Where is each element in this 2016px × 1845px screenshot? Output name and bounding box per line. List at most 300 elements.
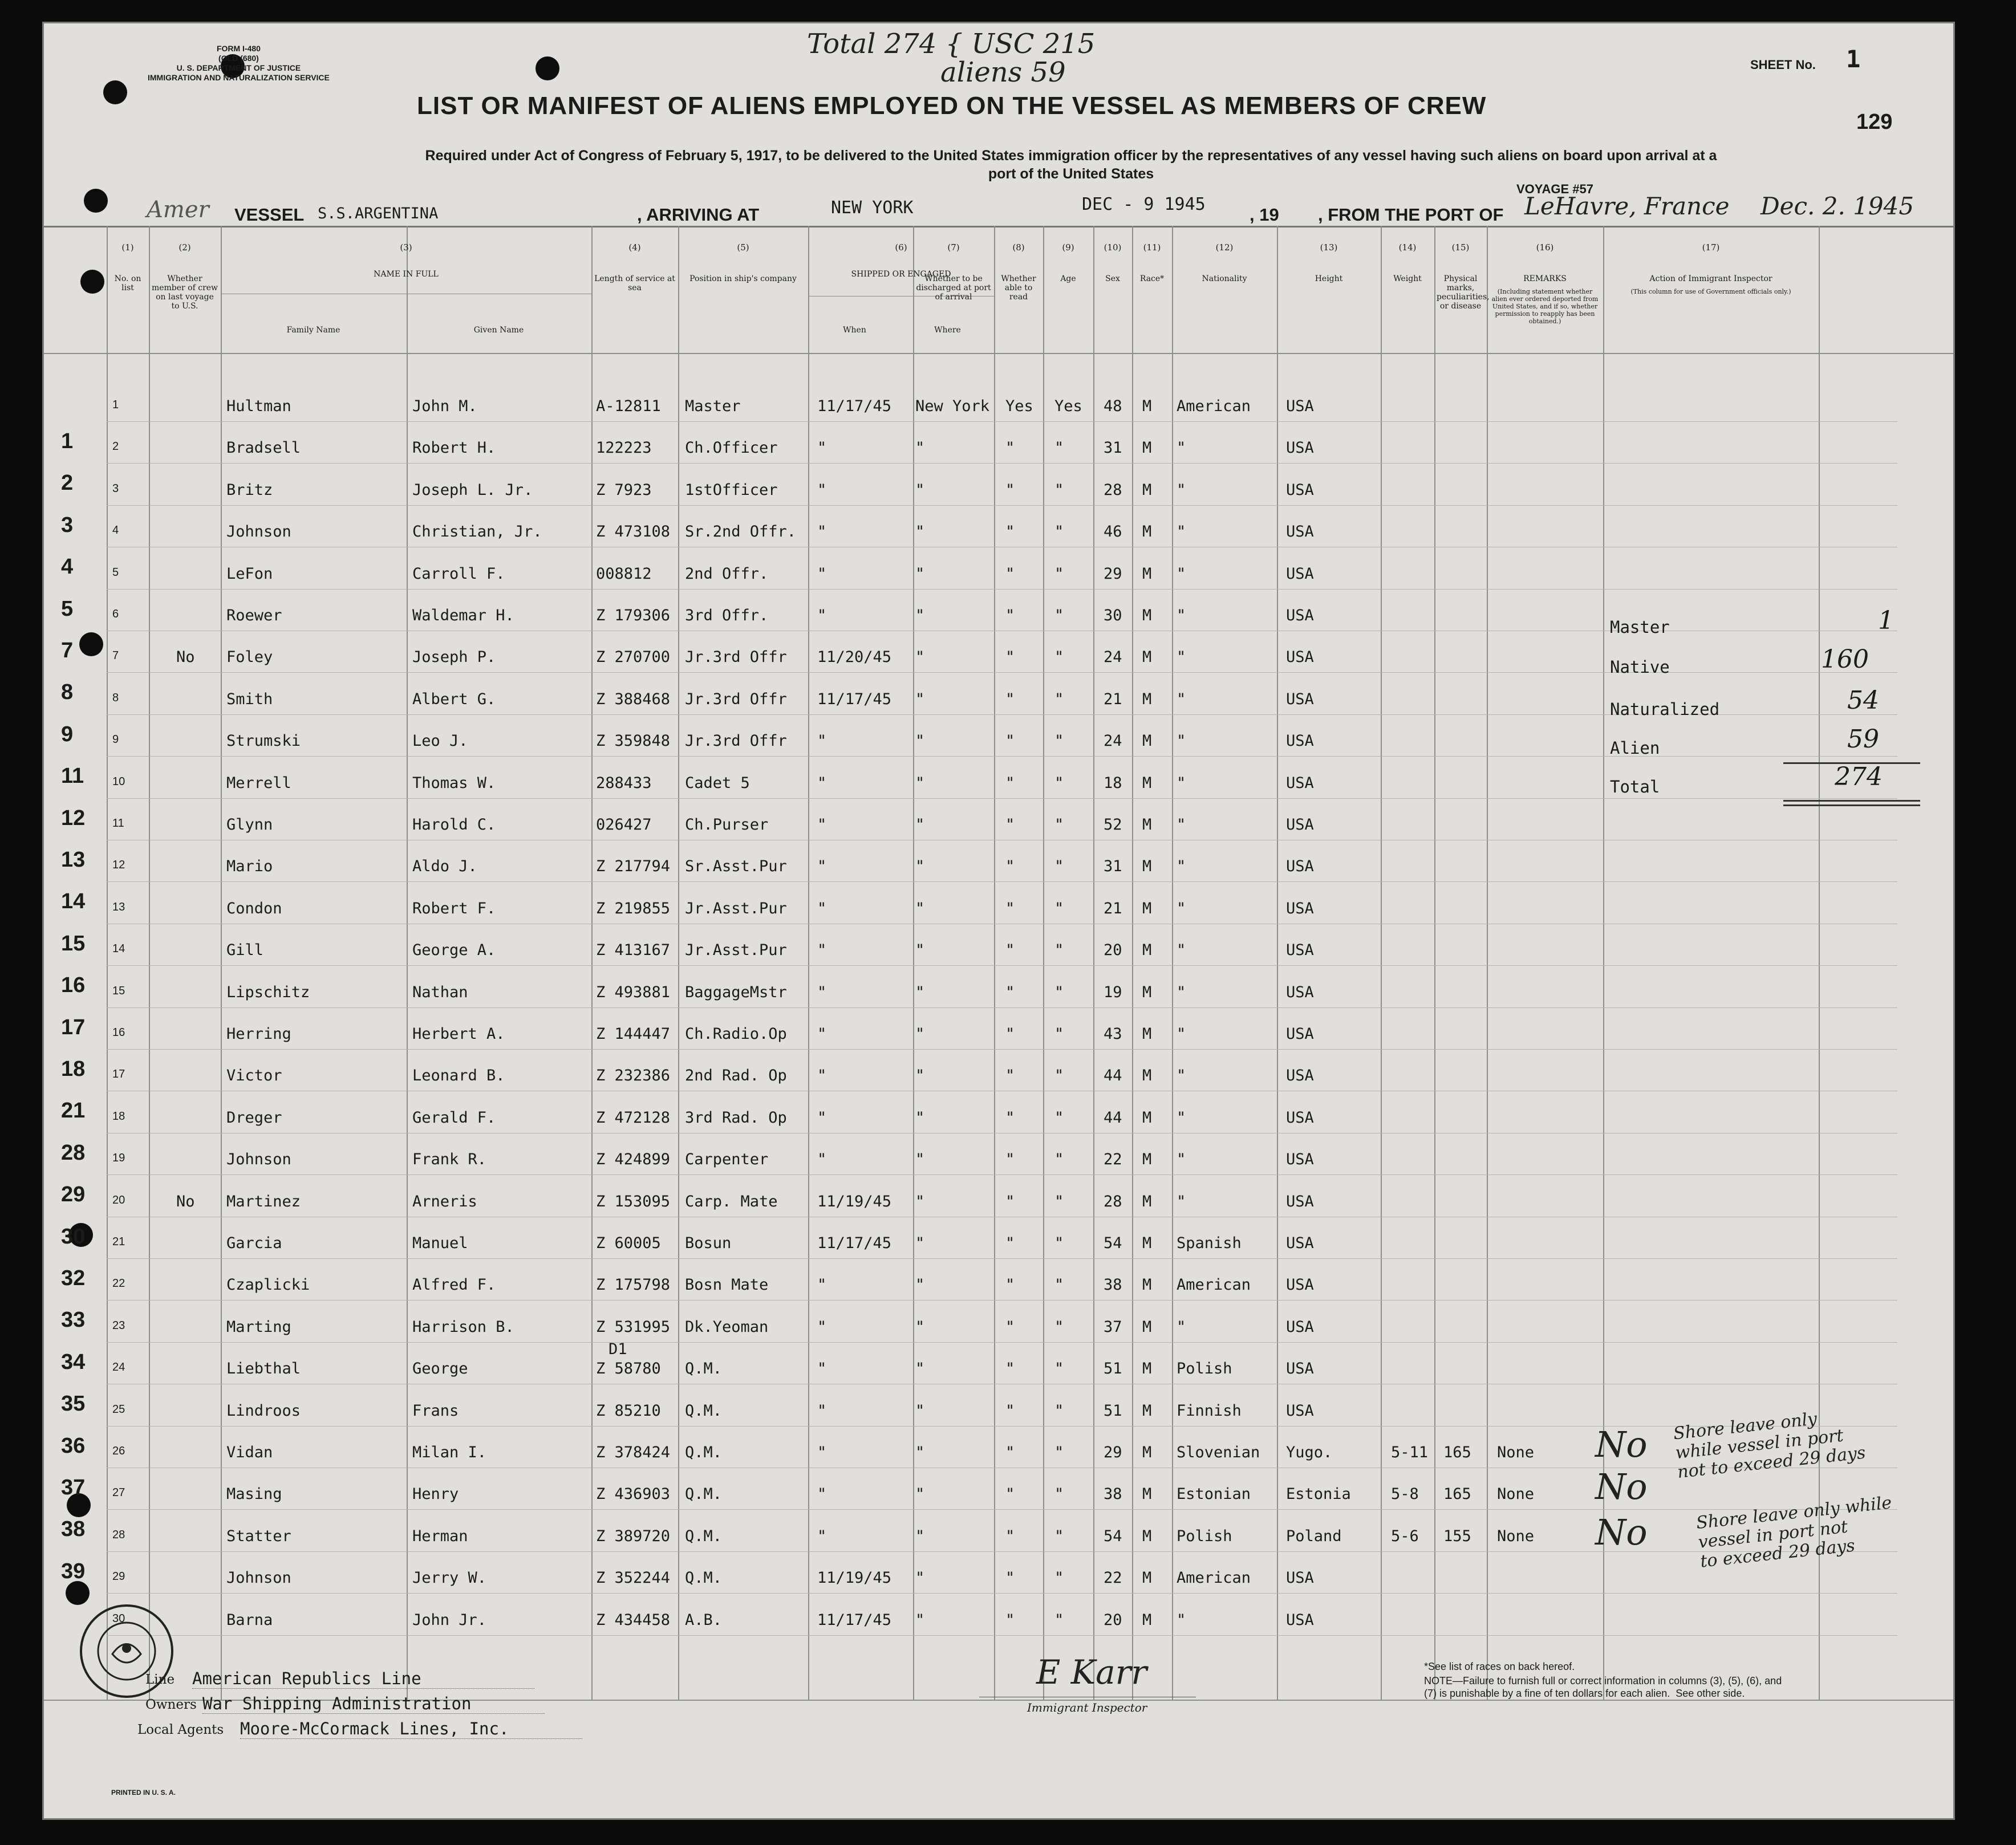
cell-read: " (1054, 1108, 1064, 1127)
cell-sex: M (1142, 1485, 1152, 1503)
cell-discharged: " (1005, 941, 1015, 960)
cell-read: " (1054, 1276, 1064, 1294)
cell-sex: M (1142, 648, 1152, 667)
cell-position: Jr.Asst.Pur (685, 941, 787, 960)
cell-age: 38 (1104, 1276, 1122, 1294)
margin-number: 21 (61, 1099, 86, 1123)
cell-where: " (915, 816, 925, 834)
tally-naturalized-value: 54 (1847, 686, 1879, 715)
cell-age: 20 (1104, 941, 1122, 960)
column-number: (4) (628, 242, 641, 253)
cell-discharged: " (1005, 564, 1015, 583)
table-row (44, 972, 1953, 1012)
column-number: (14) (1398, 242, 1417, 253)
manifest-sheet (42, 22, 1955, 1820)
column-subheader: Family Name (286, 326, 340, 335)
cell-service: 008812 (596, 564, 652, 583)
table-row (44, 554, 1953, 594)
cell-nationality: Yugo. (1286, 1444, 1333, 1461)
table-row (44, 1307, 1953, 1347)
tally-naturalized-label: Naturalized (1610, 700, 1720, 719)
cell-when: 11/17/45 (817, 1611, 892, 1629)
cell-given: Frans (412, 1401, 459, 1420)
table-row (44, 846, 1953, 886)
cell-where: " (915, 1318, 925, 1336)
cell-no: 12 (112, 859, 125, 872)
column-number: (9) (1062, 242, 1074, 253)
cell-nationality: USA (1286, 439, 1314, 457)
departure-date-handwritten: Dec. 2. 1945 (1761, 192, 1914, 220)
cell-discharged: " (1005, 732, 1015, 750)
cell-nationality: USA (1286, 816, 1314, 834)
table-row (44, 1600, 1953, 1640)
cell-age: 24 (1104, 732, 1122, 750)
table-row (44, 1391, 1953, 1431)
punch-hole (536, 56, 559, 80)
cell-read: " (1054, 1401, 1064, 1420)
table-row (44, 511, 1953, 551)
cell-where: " (915, 1276, 925, 1294)
no-mark-26: No (1595, 1424, 1648, 1465)
cell-where: " (915, 774, 925, 792)
cell-read: " (1054, 1192, 1064, 1210)
cell-when: " (817, 439, 827, 457)
table-row (44, 1340, 1953, 1388)
table-row (44, 1098, 1953, 1137)
cell-age: 18 (1104, 774, 1122, 792)
column-number: (12) (1215, 242, 1234, 253)
cell-position: Q.M. (685, 1360, 723, 1378)
cell-sex: M (1142, 1234, 1152, 1252)
column-number: (5) (737, 242, 749, 253)
cell-service: Z 219855 (596, 899, 671, 917)
cell-read: " (1054, 439, 1064, 457)
cell-family: Merrell (226, 774, 291, 792)
cell-no: 11 (112, 817, 124, 830)
cell-sex: M (1142, 1276, 1152, 1294)
cell-discharged: " (1005, 1527, 1015, 1545)
cell-given: Manuel (412, 1234, 468, 1252)
owners-label: Owners (145, 1697, 197, 1712)
margin-number: 35 (61, 1392, 86, 1416)
cell-given: John Jr. (412, 1611, 487, 1629)
table-row (44, 1055, 1953, 1095)
cell-no: 19 (112, 1152, 125, 1165)
cell-family: Johnson (226, 1151, 291, 1169)
table-row (44, 428, 1953, 468)
no-mark-28: No (1595, 1511, 1648, 1553)
cell-race: " (1177, 732, 1186, 750)
margin-number: 18 (61, 1057, 86, 1081)
cell-weight: 155 (1443, 1527, 1471, 1545)
cell-given: Henry (412, 1485, 459, 1503)
cell-family: LeFon (226, 564, 273, 583)
cell-family: Strumski (226, 732, 301, 750)
cell-discharged: " (1005, 690, 1015, 708)
cell-when: " (817, 1527, 827, 1545)
cell-no: 9 (112, 733, 119, 746)
cell-where: " (915, 1151, 925, 1169)
tally-alien-value: 59 (1847, 725, 1879, 754)
cell-race: Spanish (1177, 1234, 1242, 1252)
cell-where: " (915, 1485, 925, 1503)
cell-race: " (1177, 564, 1186, 583)
column-header-note: (This column for use of Government officials only.) (1630, 288, 1791, 295)
cell-prev: No (176, 648, 195, 667)
cell-nationality: USA (1286, 1401, 1314, 1420)
column-header: Whether to be discharged at port of arrival (916, 274, 991, 302)
margin-number: 9 (61, 722, 74, 746)
cell-age: 43 (1104, 1025, 1122, 1043)
cell-when: " (817, 1108, 827, 1127)
cell-race: " (1177, 774, 1186, 792)
cell-family: Statter (226, 1527, 291, 1545)
cell-no: 13 (112, 900, 125, 913)
cell-given: Christian, Jr. (412, 523, 542, 541)
cell-where: " (915, 983, 925, 1001)
cell-given: Thomas W. (412, 774, 496, 792)
cell-read: " (1054, 1444, 1064, 1461)
cell-service: Z 424899 (596, 1151, 671, 1169)
cell-age: 48 (1104, 397, 1122, 415)
cell-race: Estonian (1177, 1485, 1251, 1503)
cell-age: 29 (1104, 564, 1122, 583)
cell-service: 288433 (596, 774, 652, 792)
cell-race: " (1177, 1611, 1186, 1629)
cell-where: " (915, 439, 925, 457)
cell-when: " (817, 1444, 827, 1461)
column-subheader: Given Name (473, 326, 524, 335)
margin-number: 14 (61, 889, 86, 914)
cell-where: " (915, 1611, 925, 1629)
cell-sex: M (1142, 732, 1152, 750)
cell-family: Lipschitz (226, 983, 310, 1001)
cell-when: 11/19/45 (817, 1569, 892, 1587)
cell-race: " (1177, 1108, 1186, 1127)
cell-service: Z 85210 (596, 1401, 661, 1420)
cell-given: Robert F. (412, 899, 496, 917)
cell-sex: M (1142, 564, 1152, 583)
cell-when: " (817, 816, 827, 834)
cell-position: Sr.2nd Offr. (685, 523, 797, 541)
cell-family: Mario (226, 858, 273, 876)
cell-service: Z 217794 (596, 858, 671, 876)
cell-service: Z 473108 (596, 523, 671, 541)
tally-master-value: 1 (1878, 606, 1894, 635)
cell-height: 5-8 (1391, 1485, 1419, 1503)
cell-position: Carp. Mate (685, 1192, 778, 1210)
cell-family: Glynn (226, 816, 273, 834)
cell-marks: None (1497, 1527, 1535, 1545)
form-service: IMMIGRATION AND NATURALIZATION SERVICE (148, 73, 330, 82)
from-port-label: , FROM THE PORT OF (1318, 205, 1504, 225)
cell-age: 21 (1104, 690, 1122, 708)
cell-no: 24 (112, 1361, 125, 1374)
cell-service: Z 436903 (596, 1485, 671, 1503)
cell-discharged: " (1005, 1569, 1015, 1587)
cell-race: Polish (1177, 1527, 1232, 1545)
cell-family: Martinez (226, 1192, 301, 1210)
cell-read: " (1054, 648, 1064, 667)
cell-age: 31 (1104, 858, 1122, 876)
cell-read: " (1054, 1527, 1064, 1545)
cell-discharged: " (1005, 1234, 1015, 1252)
column-number: (13) (1320, 242, 1338, 253)
cell-marks: None (1497, 1485, 1535, 1503)
cell-when: " (817, 1318, 827, 1336)
subtitle-line-1: Required under Act of Congress of February 5, 1917, to be delivered to the United States immigration officer by the representatives of any vessel having such aliens on board upon arrival at a (425, 148, 1717, 164)
column-number: (10) (1104, 242, 1122, 253)
sheet-label: SHEET No. (1750, 58, 1816, 72)
cell-position: Bosun (685, 1234, 732, 1252)
cell-where: " (915, 1569, 925, 1587)
cell-sex: M (1142, 1527, 1152, 1545)
cell-read: " (1054, 564, 1064, 583)
cell-no: 30 (112, 1612, 125, 1625)
column-number: (11) (1143, 242, 1161, 253)
cell-family: Dreger (226, 1108, 282, 1127)
cell-position: Jr.Asst.Pur (685, 899, 787, 917)
cell-position: Sr.Asst.Pur (685, 858, 787, 876)
cell-discharged: " (1005, 1025, 1015, 1043)
cell-family: Bradsell (226, 439, 301, 457)
cell-discharged: " (1005, 1318, 1015, 1336)
column-number: (15) (1451, 242, 1470, 253)
cell-no: 4 (112, 524, 119, 537)
cell-no: 1 (112, 399, 119, 411)
tally-native-value: 160 (1821, 645, 1869, 674)
cell-where: " (915, 732, 925, 750)
cell-given: Aldo J. (412, 858, 477, 876)
cell-nationality: USA (1286, 983, 1314, 1001)
cell-no: 15 (112, 984, 125, 997)
cell-where: New York (915, 397, 990, 415)
column-header: Race* (1139, 274, 1165, 283)
cell-read: " (1054, 481, 1064, 499)
cell-race: " (1177, 1151, 1186, 1169)
margin-number: 38 (61, 1517, 86, 1542)
cell-given: Gerald F. (412, 1108, 496, 1127)
cell-nationality: Poland (1286, 1527, 1342, 1545)
inspector-signature: E Karr (1036, 1653, 1147, 1692)
cell-given: Nathan (412, 983, 468, 1001)
cell-family: Victor (226, 1067, 282, 1085)
margin-number: 4 (61, 555, 74, 579)
cell-race: " (1177, 481, 1186, 499)
tally-master-label: Master (1610, 617, 1670, 637)
margin-number: 12 (61, 806, 86, 830)
form-meta (148, 44, 330, 83)
cell-race: " (1177, 1025, 1186, 1043)
cell-service: Z 413167 (596, 941, 671, 960)
cell-nationality: USA (1286, 607, 1314, 624)
cell-service: Z 531995 (596, 1318, 671, 1336)
tally-total-value: 274 (1835, 762, 1883, 791)
table-row (44, 470, 1953, 510)
cell-position: Ch.Officer (685, 439, 778, 457)
cell-no: 6 (112, 608, 119, 620)
column-subheader: Where (934, 326, 961, 335)
cell-discharged: " (1005, 1360, 1015, 1378)
cell-no: 26 (112, 1445, 125, 1457)
cell-race: " (1177, 1318, 1186, 1336)
cell-service: Z 388468 (596, 690, 671, 708)
cell-age: 21 (1104, 899, 1122, 917)
column-header: Action of Immigrant Inspector (1649, 274, 1772, 283)
cell-discharged: " (1005, 858, 1015, 876)
cell-family: Johnson (226, 523, 291, 541)
cell-nationality: USA (1286, 1360, 1314, 1378)
cell-family: Condon (226, 899, 282, 917)
column-header: No. on list (114, 274, 141, 292)
cell-no: 28 (112, 1528, 125, 1541)
cell-read: " (1054, 774, 1064, 792)
cell-discharged: " (1005, 1276, 1015, 1294)
table-row (44, 1139, 1953, 1179)
arrival-date: DEC - 9 1945 (1082, 194, 1206, 214)
cell-where: " (915, 481, 925, 499)
cell-age: 31 (1104, 439, 1122, 457)
year-prefix: , 19 (1250, 205, 1279, 225)
cell-discharged: " (1005, 481, 1015, 499)
page-title: LIST OR MANIFEST OF ALIENS EMPLOYED ON THE VESSEL AS MEMBERS OF CREW (417, 92, 1487, 120)
column-header: Length of service at sea (594, 274, 675, 292)
cell-given: Robert H. (412, 439, 496, 457)
cell-position: A.B. (685, 1611, 723, 1629)
cell-sex: M (1142, 439, 1152, 457)
cell-sex: M (1142, 899, 1152, 917)
table-row (44, 1265, 1953, 1304)
from-port-handwritten: LeHavre, France (1524, 192, 1730, 220)
cell-given: George A. (412, 941, 496, 960)
cell-when: " (817, 774, 827, 792)
table-row (44, 386, 1953, 426)
inspector-label: Immigrant Inspector (1027, 1701, 1147, 1714)
cell-race: " (1177, 983, 1186, 1001)
cell-service: Z 389720 (596, 1527, 671, 1545)
cell-age: 28 (1104, 1192, 1122, 1210)
margin-number: 28 (61, 1140, 86, 1165)
handwritten-total-note: Total 274 { USC 215 (807, 28, 1096, 60)
cell-no: 27 (112, 1486, 125, 1499)
cell-read: " (1054, 1234, 1064, 1252)
cell-when: " (817, 983, 827, 1001)
cell-no: 7 (112, 649, 119, 663)
cell-family: Barna (226, 1611, 273, 1629)
cell-position: Dk.Yeoman (685, 1318, 769, 1336)
cell-given: Joseph L. Jr. (412, 481, 533, 499)
cell-given: Waldemar H. (412, 607, 514, 624)
cell-marks: None (1497, 1444, 1535, 1461)
cell-nationality: USA (1286, 1192, 1314, 1210)
form-department: U. S. DEPARTMENT OF JUSTICE (176, 63, 301, 72)
cell-age: 38 (1104, 1485, 1122, 1503)
cell-given: John M. (412, 397, 477, 415)
tally-alien-label: Alien (1610, 738, 1660, 758)
cell-read: " (1054, 941, 1064, 960)
cell-position: Bosn Mate (685, 1276, 769, 1294)
column-header: Sex (1105, 274, 1120, 283)
column-header: NAME IN FULL (374, 270, 439, 279)
margin-number: 29 (61, 1182, 86, 1207)
cell-discharged: " (1005, 816, 1015, 834)
cell-family: Foley (226, 648, 273, 667)
cell-read: " (1054, 1611, 1064, 1629)
cell-sex: M (1142, 1360, 1152, 1378)
cell-race: " (1177, 1192, 1186, 1210)
cell-sex: M (1142, 1444, 1152, 1461)
cell-family: Masing (226, 1485, 282, 1503)
margin-number: 34 (61, 1350, 86, 1374)
cell-sex: M (1142, 481, 1152, 499)
cell-age: 52 (1104, 816, 1122, 834)
table-row (44, 930, 1953, 970)
cell-position: Carpenter (685, 1151, 769, 1169)
cell-service: Z 7923 (596, 481, 652, 499)
cell-family: Vidan (226, 1444, 273, 1461)
cell-given: Arneris (412, 1192, 477, 1210)
cell-discharged: " (1005, 899, 1015, 917)
cell-family: Roewer (226, 607, 282, 624)
cell-weight: 165 (1443, 1444, 1471, 1461)
cell-discharged: " (1005, 648, 1015, 667)
cell-discharged: " (1005, 1067, 1015, 1085)
margin-number: 30 (61, 1224, 86, 1249)
cell-race: Slovenian (1177, 1444, 1260, 1461)
cell-family: Czaplicki (226, 1276, 310, 1294)
cell-race: " (1177, 941, 1186, 960)
cell-height: 5-11 (1391, 1444, 1429, 1461)
cell-when: " (817, 481, 827, 499)
column-header: SHIPPED OR ENGAGED (851, 270, 951, 279)
cell-nationality: USA (1286, 1234, 1314, 1252)
cell-race: " (1177, 858, 1186, 876)
cell-age: 46 (1104, 523, 1122, 541)
cell-read: " (1054, 1485, 1064, 1503)
cell-read: " (1054, 1151, 1064, 1169)
cell-position: 3rd Rad. Op (685, 1108, 787, 1127)
cell-nationality: USA (1286, 564, 1314, 583)
cell-age: 44 (1104, 1108, 1122, 1127)
cell-when: " (817, 1360, 827, 1378)
cell-when: " (817, 732, 827, 750)
column-header: Physical marks, peculiarities, or disease (1437, 274, 1490, 311)
column-header: REMARKS (1523, 274, 1567, 283)
cell-nationality: USA (1286, 1025, 1314, 1043)
cell-given: Harold C. (412, 816, 496, 834)
cell-discharged: " (1005, 1444, 1015, 1461)
owners: War Shipping Administration (202, 1694, 472, 1713)
cell-age: 44 (1104, 1067, 1122, 1085)
cell-family: Marting (226, 1318, 291, 1336)
cell-age: 30 (1104, 607, 1122, 624)
cell-given: Albert G. (412, 690, 496, 708)
cell-discharged: " (1005, 1485, 1015, 1503)
cell-age: 19 (1104, 983, 1122, 1001)
margin-number: 5 (61, 596, 74, 621)
margin-number: 2 (61, 471, 74, 495)
cell-race: " (1177, 1067, 1186, 1085)
cell-race: " (1177, 648, 1186, 667)
cell-nationality: USA (1286, 1318, 1314, 1336)
cell-family: Garcia (226, 1234, 282, 1252)
cell-age: 22 (1104, 1569, 1122, 1587)
cell-given: Harrison B. (412, 1318, 514, 1336)
margin-number: 36 (61, 1433, 86, 1458)
cell-where: " (915, 1108, 925, 1127)
cell-position: Q.M. (685, 1485, 723, 1503)
cell-position: Q.M. (685, 1527, 723, 1545)
